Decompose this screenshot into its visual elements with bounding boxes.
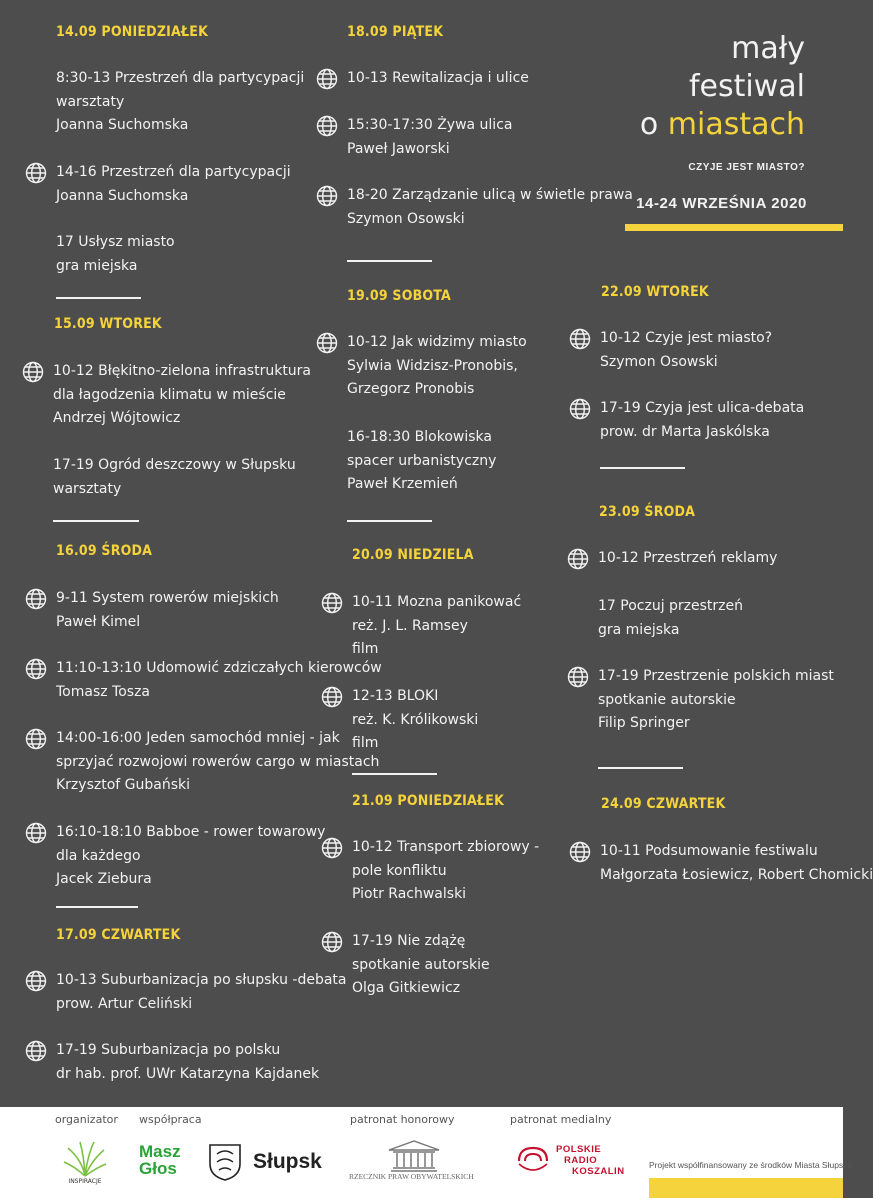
event-line: 16:10-18:10 Babboe - rower towarowy [56,824,326,840]
event-line: dla łagodzenia klimatu w mieście [53,386,286,403]
event [56,67,304,138]
day-heading: 21.09 PONIEDZIAŁEK [352,793,505,809]
event [347,67,529,91]
event [352,685,478,756]
event-line: Paweł Krzemień [347,476,458,492]
prk-line-2: RADIO [564,1155,598,1166]
event-line: Szymon Osowski [347,210,465,227]
event [352,836,539,907]
event-line: prow. dr Marta Jaskólska [600,423,770,440]
glos-text: Głos [139,1159,177,1178]
event [347,426,496,497]
event [352,591,521,662]
rpo-building-icon [385,1138,443,1172]
event [53,360,311,431]
event-line: dr hab. prof. UWr Katarzyna Kajdanek [56,1065,320,1082]
globe-icon [25,588,47,610]
event [347,331,527,402]
event [56,231,175,278]
masz-text: Masz [139,1142,181,1161]
title-line-2: festiwal [688,69,805,104]
event-line: Grzegorz Pronobis [347,381,475,397]
globe-icon [316,115,338,137]
globe-icon [567,666,589,688]
event-line: Krzysztof Gubański [56,777,190,793]
inspiracje-logo [60,1138,110,1184]
event-line: spotkanie autorskie [352,956,490,973]
festival-title [640,30,805,144]
event-line: 14:00-16:00 Jeden samochód mniej - jak [56,730,340,746]
label-honorary-patron: patronat honorowy [350,1113,455,1126]
globe-icon [321,931,343,953]
accent-bar [625,224,843,231]
day-heading: 18.09 PIĄTEK [347,24,444,40]
event-line: Andrzej Wójtowicz [53,410,181,426]
event-line: 10-12 Przestrzeń reklamy [598,550,778,566]
divider [56,906,138,908]
label-media-patron: patronat medialny [510,1113,612,1126]
event-line: prow. Artur Celiński [56,995,193,1012]
rpo-text: RZECZNIK PRAW OBYWATELSKICH [349,1172,474,1181]
event-line: gra miejska [56,257,138,274]
globe-icon [25,728,47,750]
event-line: 10-12 Jak widzimy miasto [347,334,527,350]
event-line: spotkanie autorskie [598,691,736,708]
event-line: Piotr Rachwalski [352,886,467,902]
event-line: 16-18:30 Blokowiska [347,429,492,445]
event-line: Małgorzata Łosiewicz, Robert Chomicki [600,866,873,883]
event-line: 10-12 Transport zbiorowy - [352,839,540,855]
day-heading: 15.09 WTOREK [54,316,162,332]
event [600,840,873,887]
event-line: 10-12 Czyje jest miasto? [600,330,773,346]
event-line: 10-12 Błękitno-zielona infrastruktura [53,363,312,379]
event-line: warsztaty [53,480,122,497]
event-line: 10-11 Mozna panikować [352,594,522,610]
day-heading: 19.09 SOBOTA [347,288,451,304]
event-line: 10-11 Podsumowanie festiwalu [600,843,818,859]
day-heading: 22.09 WTOREK [601,284,709,300]
radio-wave-icon [515,1144,553,1178]
divider [53,520,139,522]
globe-icon [316,332,338,354]
event-line: 17-19 Suburbanizacja po polsku [56,1042,281,1058]
event-line: Sylwia Widzisz-Pronobis, [347,357,518,374]
divider [347,260,432,262]
event-line: warsztaty [56,93,125,110]
label-cooperation: współpraca [139,1113,202,1126]
day-heading: 17.09 CZWARTEK [56,927,181,943]
funding-note: Projekt współfinansowany ze środków Miasta Słupska [649,1160,853,1170]
title-line-3a: o [639,107,668,142]
event-line: Szymon Osowski [600,353,718,370]
subtitle: CZYJE JEST MIASTO? [688,162,805,173]
event-line: Filip Springer [598,715,690,731]
event [347,114,512,161]
event-line: 17 Poczuj przestrzeń [598,598,744,614]
event-line: film [352,641,379,657]
globe-icon [316,68,338,90]
divider [347,520,432,522]
event [600,397,804,444]
event-line: Tomasz Tosza [56,683,151,700]
event-line: reż. K. Królikowski [352,711,479,728]
event [53,454,296,501]
globe-icon [569,398,591,420]
event-line: Jacek Ziebura [56,871,152,887]
divider [598,767,683,769]
event-line: 17-19 Czyja jest ulica-debata [600,400,805,416]
event [598,665,834,736]
title-line-3 [640,106,805,144]
day-heading: 16.09 ŚRODA [56,543,153,559]
event-line: 12-13 BLOKI [352,688,439,704]
event-line: Joanna Suchomska [56,117,189,133]
divider [56,297,141,299]
event [347,184,633,231]
event [598,595,743,642]
event-line: spacer urbanistyczny [347,452,497,469]
day-heading: 14.09 PONIEDZIAŁEK [56,24,209,40]
globe-icon [569,841,591,863]
event-line: Paweł Jaworski [347,140,450,157]
event-line: film [352,735,379,751]
globe-icon [25,658,47,680]
event-line: 18-20 Zarządzanie ulicą w świetle prawa [347,187,633,203]
globe-icon [25,970,47,992]
globe-icon [25,1040,47,1062]
event-line: pole konfliktu [352,862,447,879]
event-line: Paweł Kimel [56,613,141,630]
event-line: 8:30-13 Przestrzeń dla partycypacji [56,70,305,86]
title-line-1: mały [731,31,805,66]
event-line: dla każdego [56,847,141,864]
event-line: Olga Gitkiewicz [352,980,461,996]
globe-icon [569,328,591,350]
prk-line-3: KOSZALIN [572,1166,625,1177]
event [56,821,325,892]
event [56,587,279,634]
globe-icon [567,548,589,570]
event [56,727,379,798]
event-line: 14-16 Przestrzeń dla partycypacji [56,164,291,180]
event-line: 17-19 Przestrzenie polskich miast [598,668,834,684]
event-line: reż. J. L. Ramsey [352,617,468,634]
masz-glos-logo [139,1143,181,1177]
globe-icon [25,822,47,844]
event-line: 10-13 Rewitalizacja i ulice [347,70,529,86]
event-line: 15:30-17:30 Żywa ulica [347,117,513,133]
slupsk-text: Słupsk [253,1150,322,1173]
day-heading: 20.09 NIEDZIELA [352,547,474,563]
day-heading: 23.09 ŚRODA [599,504,696,520]
event-line: 10-13 Suburbanizacja po słupsku -debata [56,972,347,988]
event-line: sprzyjać rozwojowi rowerów cargo w miastach [56,753,380,770]
event [352,930,490,1001]
polskie-radio-koszalin-logo [556,1144,625,1177]
globe-icon [321,686,343,708]
globe-icon [316,185,338,207]
event-line: Joanna Suchomska [56,187,189,204]
globe-icon [321,837,343,859]
event [56,1039,319,1086]
festival-dates: 14-24 WRZEŚNIA 2020 [636,195,807,212]
title-accent: miastach [667,107,805,142]
globe-icon [25,162,47,184]
day-heading: 24.09 CZWARTEK [601,796,726,812]
label-organizer: organizator [55,1113,118,1126]
event-line: 11:10-13:10 Udomowić zdziczałych kierowców [56,660,382,676]
globe-icon [22,361,44,383]
event-line: 17-19 Ogród deszczowy w Słupsku [53,457,296,473]
event [56,161,291,208]
inspiracje-text: INSPIRACJE [68,1178,102,1185]
event [56,969,347,1016]
globe-icon [321,592,343,614]
divider [352,773,437,775]
divider [600,467,685,469]
event-line: 17 Usłysz miasto [56,234,175,250]
event-line: gra miejska [598,621,680,638]
event [600,327,772,374]
slupsk-crest-icon [207,1142,243,1182]
prk-line-1: POLSKIE [556,1144,602,1155]
event-line: 9-11 System rowerów miejskich [56,590,279,606]
event [598,547,777,571]
event-line: 17-19 Nie zdążę [352,933,466,949]
footer-accent-bar [649,1178,843,1198]
